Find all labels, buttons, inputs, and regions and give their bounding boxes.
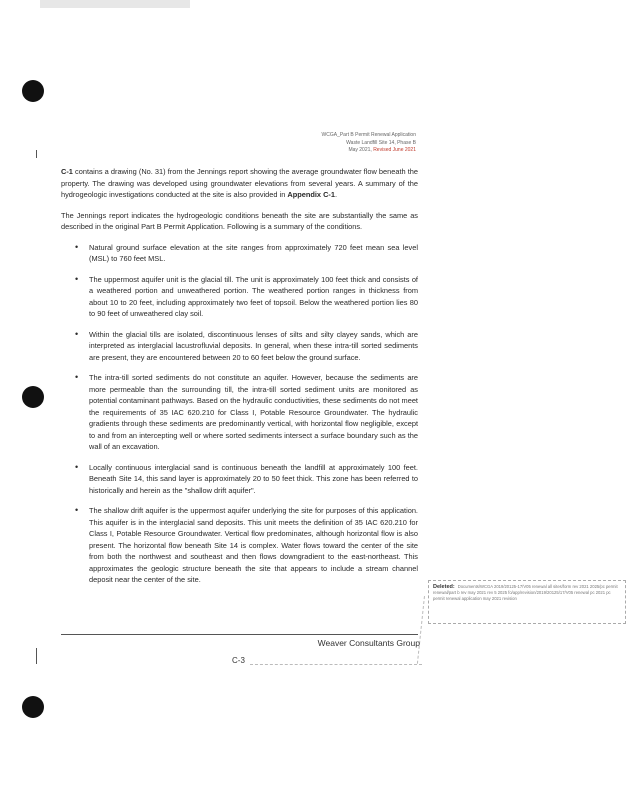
header-date: May 2021, <box>348 147 372 154</box>
page-number: C-3 <box>232 656 245 665</box>
intro-paragraph <box>61 166 418 201</box>
binder-hole-top <box>22 80 44 102</box>
header-revised: Revised June 2021 <box>373 147 416 154</box>
summary-paragraph: The Jennings report indicates the hydrogeologic conditions beneath the site are substantially the same as described in the original Part B Permit Application. Following is a summary of the conditions. <box>61 210 418 231</box>
list-item: • The intra-till sorted sediments do not constitute an aquifer. However, because the sediments are more permeable than the surrounding till, the intra-till sorted sediment units are monitored as potential contaminant pathways. Based on the hydraulic conductivities, these sediments do not meet the requirements of 35 IAC 620.210 for Class I, Potable Resource Groundwater. The hydraulic gradients through these sediments are predominantly vertical, with horizontal flow negligible, except to and from an intercepting well or where sorted sediments intersect a surface boundary such as the wall of an excavation. <box>89 372 418 453</box>
scan-artifact <box>40 0 190 8</box>
appendix-ref: Appendix C-1 <box>287 190 336 199</box>
intro-end: . <box>335 190 338 199</box>
figure-ref: C-1 <box>61 167 73 176</box>
comment-label: Deleted: <box>433 584 455 590</box>
footer-rule <box>61 634 418 635</box>
header-line1: WCGA_Part B Permit Renewal Application <box>321 132 416 138</box>
list-item: • The shallow drift aquifer is the uppermost aquifer underlying the site for purposes of this application. This aquifer is in the interglacial sand deposits. This unit meets the definition of 35 IAC 620.210 for Class I, Potable Resource Groundwater. Vertical flow predominates, although horizontal flow is also present. The horizontal flow beneath Site 14 is complex. Water flows toward the center of the site from both the northwest and southeast and then flows downgradient to the east-northeast. This approximates the geologic structure beneath the site that appears to include a stream channel deposit near the center of the site. <box>89 505 418 586</box>
document-body <box>61 166 418 595</box>
company-name: Weaver Consultants Group <box>317 638 420 648</box>
comment-connector <box>417 596 425 664</box>
list-item: • Within the glacial tills are isolated, discontinuous lenses of silts and silty clayey sands, which are interpreted as interglacial lacustrofluvial deposits. In general, when these intra-till sorted sediments are present, they are encountered between 20 to 60 feet below the ground surface. <box>89 329 418 364</box>
margin-mark <box>36 150 37 158</box>
page-header <box>322 132 416 155</box>
margin-mark <box>36 648 37 664</box>
deleted-comment-balloon[interactable] <box>428 580 626 624</box>
list-item: • Natural ground surface elevation at the site ranges from approximately 720 feet mean sea level (MSL) to 760 feet MSL. <box>89 242 418 265</box>
comment-text: Documents/WCGA 2019/20125-17/V05 renewal all sites/form rev 2021 2025/pc permit renewal/part b rev may 2021 rev 5 2025 fo/app/revision/2019/20125/17/V05 renewal pc 2021 pc permit renewal application may 2021 revision <box>433 584 618 601</box>
conditions-list <box>61 242 418 586</box>
header-line3 <box>322 147 416 155</box>
list-item: • Locally continuous interglacial sand is continuous beneath the landfill at approximately 100 feet. Beneath Site 14, this sand layer is approximately 20 to 50 feet thick. This zone has been referred to historically and herein as the "shallow drift aquifer". <box>89 462 418 497</box>
binder-hole-bottom <box>22 696 44 718</box>
header-line2: Waste Landfill Site 14, Phase B <box>346 139 416 146</box>
comment-connector-line <box>250 664 422 665</box>
list-item: • The uppermost aquifer unit is the glacial till. The unit is approximately 100 feet thick and consists of a weathered portion and unweathered portion. The weathered portion ranges in thickness from about 10 to 20 feet, including approximately two feet of topsoil. Below the weathered portion lies 80 to 90 feet of unweathered clay soil. <box>89 274 418 320</box>
intro-text: contains a drawing (No. 31) from the Jennings report showing the average groundwater flow beneath the property. The drawing was developed using groundwater elevations from several years. A summary of the hydrogeologic investigations conducted at the site is also provided in <box>61 167 418 199</box>
binder-hole-middle <box>22 386 44 408</box>
